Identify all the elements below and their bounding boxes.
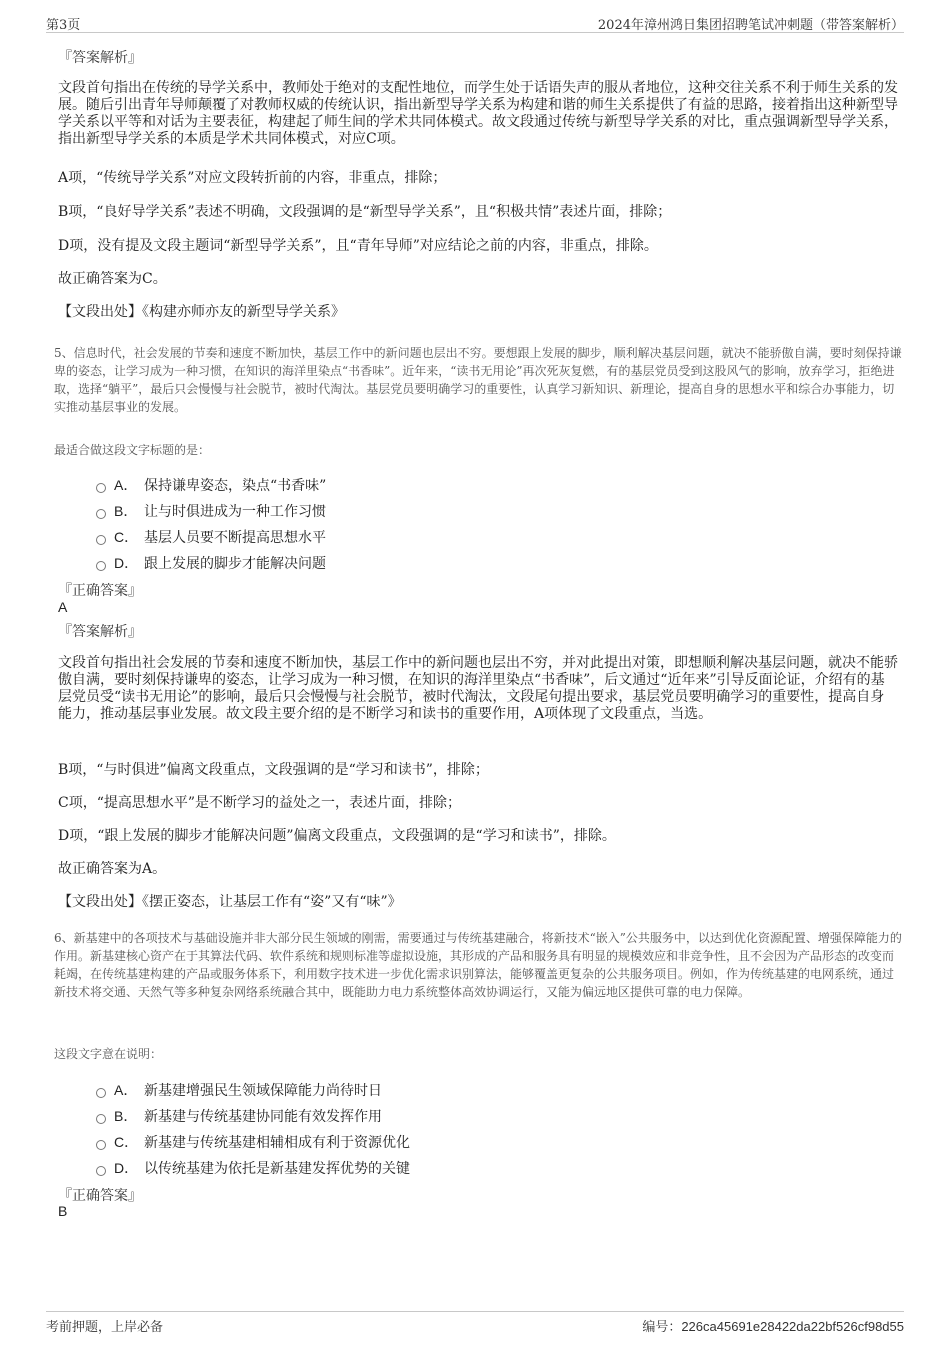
q5-prompt: 最适合做这段文字标题的是： bbox=[54, 443, 211, 457]
q4-analysis-text: 文段首句指出在传统的导学关系中，教师处于绝对的支配性地位，而学生处于话语失声的服从者地位，这种交往关系不利于师生关系的发展。随后引出青年导师颠覆了对教师权威的传统认识，指出新型导学关系为构建和谐的师生关系提供了有益的思路，接着指出这种新型导学关系以平等和对话为主要表征，构建起了师生间的学术共同体模式。故文段通过传统与新型导学关系的对比，重点强调新型导学关系，指出新型导学关系的本质是学术共同体模式，对应C项。 bbox=[58, 80, 898, 147]
q5-source: 【文段出处】《摆正姿态，让基层工作有“姿”又有“味”》 bbox=[58, 894, 402, 910]
q6-option-a[interactable]: A． 新基建增强民生领域保障能力尚待时日 bbox=[96, 1080, 382, 1100]
q4-option-b-note: B项，“良好导学关系”表述不明确，文段强调的是“新型导学关系”，且“积极共情”表述片面，排除； bbox=[58, 204, 672, 220]
q5-question-text: 5、信息时代，社会发展的节奏和速度不断加快，基层工作中的新问题也层出不穷。要想跟上发展的脚步，顺利解决基层问题，就决不能骄傲自满，要时刻保持谦卑的姿态，让学习成为一种习惯，在知识的海洋里染点“书香味”。近年来，“读书无用论”再次死灰复燃，有的基层党员受到这股风气的影响，放弃学习，拒绝进取，选择“躺平”，最后只会慢慢与社会脱节，被时代淘汰。基层党员要明确学习的重要性，认真学习新知识、新理论，提高自身的思想水平和综合办事能力，切实推动基层事业的发展。 bbox=[54, 346, 902, 414]
page-number: 第3页 bbox=[46, 18, 81, 33]
q5-option-c-note: C项，“提高思想水平”是不断学习的益处之一，表述片面，排除； bbox=[58, 795, 462, 811]
q6-option-b[interactable]: B． 新基建与传统基建协同能有效发挥作用 bbox=[96, 1106, 382, 1126]
q6-option-c[interactable]: C． 新基建与传统基建相辅相成有利于资源优化 bbox=[96, 1132, 410, 1152]
q4-conclusion: 故正确答案为C。 bbox=[58, 271, 167, 287]
q5-answer-label: 『正确答案』 bbox=[58, 583, 142, 599]
q5-option-d-note: D项，“跟上发展的脚步才能解决问题”偏离文段重点，文段强调的是“学习和读书”，排除。 bbox=[58, 828, 616, 844]
radio-icon[interactable] bbox=[96, 1166, 106, 1176]
q4-analysis-label: 『答案解析』 bbox=[58, 50, 142, 66]
q5-analysis-text: 文段首句指出社会发展的节奏和速度不断加快，基层工作中的新问题也层出不穷，并对此提出对策，即想顺利解决基层问题，就决不能骄傲自满，要时刻保持谦卑的姿态，让学习成为一种习惯，在知识的海洋里染点“书香味”，后文通过“近年来”引导反面论证，介绍有的基层党员受“读书无用论”的影响，最后只会慢慢与社会脱节，被时代淘汰，文段尾句提出要求，基层党员要明确学习的重要性，提高自身能力，推动基层事业发展。故文段主要介绍的是不断学习和读书的重要作用，A项体现了文段重点，当选。 bbox=[58, 655, 898, 722]
document-title: 2024年漳州鸿日集团招聘笔试冲刺题（带答案解析） bbox=[597, 18, 904, 33]
q6-question-text: 6、新基建中的各项技术与基础设施并非大部分民生领域的刚需，需要通过与传统基建融合，将新技术“嵌入”公共服务中，以达到优化资源配置、增强保障能力的作用。新基建核心资产在于其算法代码、软件系统和规则标准等虚拟设施，其形成的产品和服务具有明显的规模效应和非竞争性，且不会因为产品形态的改变而耗竭，在传统基建构建的产品或服务体系下，利用数字技术进一步优化需求识别算法，能够覆盖更复杂的公共服务项目。例如，作为传统基建的电网系统，通过新技术将交通、天然气等多种复杂网络系统融合其中，既能助力电力系统整体高效协调运行，又能为偏远地区提供可靠的电力保障。 bbox=[54, 931, 902, 999]
radio-icon[interactable] bbox=[96, 509, 106, 519]
radio-icon[interactable] bbox=[96, 1140, 106, 1150]
q6-prompt: 这段文字意在说明： bbox=[54, 1047, 163, 1061]
q5-analysis-label: 『答案解析』 bbox=[58, 624, 142, 640]
q6-answer: B bbox=[58, 1203, 68, 1219]
q5-option-c[interactable]: C． 基层人员要不断提高思想水平 bbox=[96, 527, 326, 547]
document-code: 编号：226ca45691e28422da22bf526cf98d55 bbox=[642, 1319, 904, 1335]
q5-conclusion: 故正确答案为A。 bbox=[58, 861, 167, 877]
q5-option-a[interactable]: A． 保持谦卑姿态，染点“书香味” bbox=[96, 475, 326, 495]
radio-icon[interactable] bbox=[96, 535, 106, 545]
q5-option-b-note: B项，“与时俱进”偏离文段重点，文段强调的是“学习和读书”，排除； bbox=[58, 762, 489, 778]
footer-slogan: 考前押题，上岸必备 bbox=[46, 1320, 164, 1335]
q4-option-a-note: A项，“传统导学关系”对应文段转折前的内容，非重点，排除； bbox=[58, 170, 447, 186]
radio-icon[interactable] bbox=[96, 1088, 106, 1098]
q4-source: 【文段出处】《构建亦师亦友的新型导学关系》 bbox=[58, 304, 345, 320]
radio-icon[interactable] bbox=[96, 483, 106, 493]
page-footer bbox=[46, 1311, 904, 1336]
q6-option-d[interactable]: D． 以传统基建为依托是新基建发挥优势的关键 bbox=[96, 1158, 410, 1178]
page-header bbox=[46, 12, 904, 33]
radio-icon[interactable] bbox=[96, 1114, 106, 1124]
q4-option-d-note: D项，没有提及文段主题词“新型导学关系”，且“青年导师”对应结论之前的内容，非重点，排除。 bbox=[58, 238, 658, 254]
radio-icon[interactable] bbox=[96, 561, 106, 571]
q5-option-b[interactable]: B． 让与时俱进成为一种工作习惯 bbox=[96, 501, 326, 521]
q6-answer-label: 『正确答案』 bbox=[58, 1188, 142, 1204]
q5-option-d[interactable]: D． 跟上发展的脚步才能解决问题 bbox=[96, 553, 326, 573]
q5-answer: A bbox=[58, 599, 68, 615]
